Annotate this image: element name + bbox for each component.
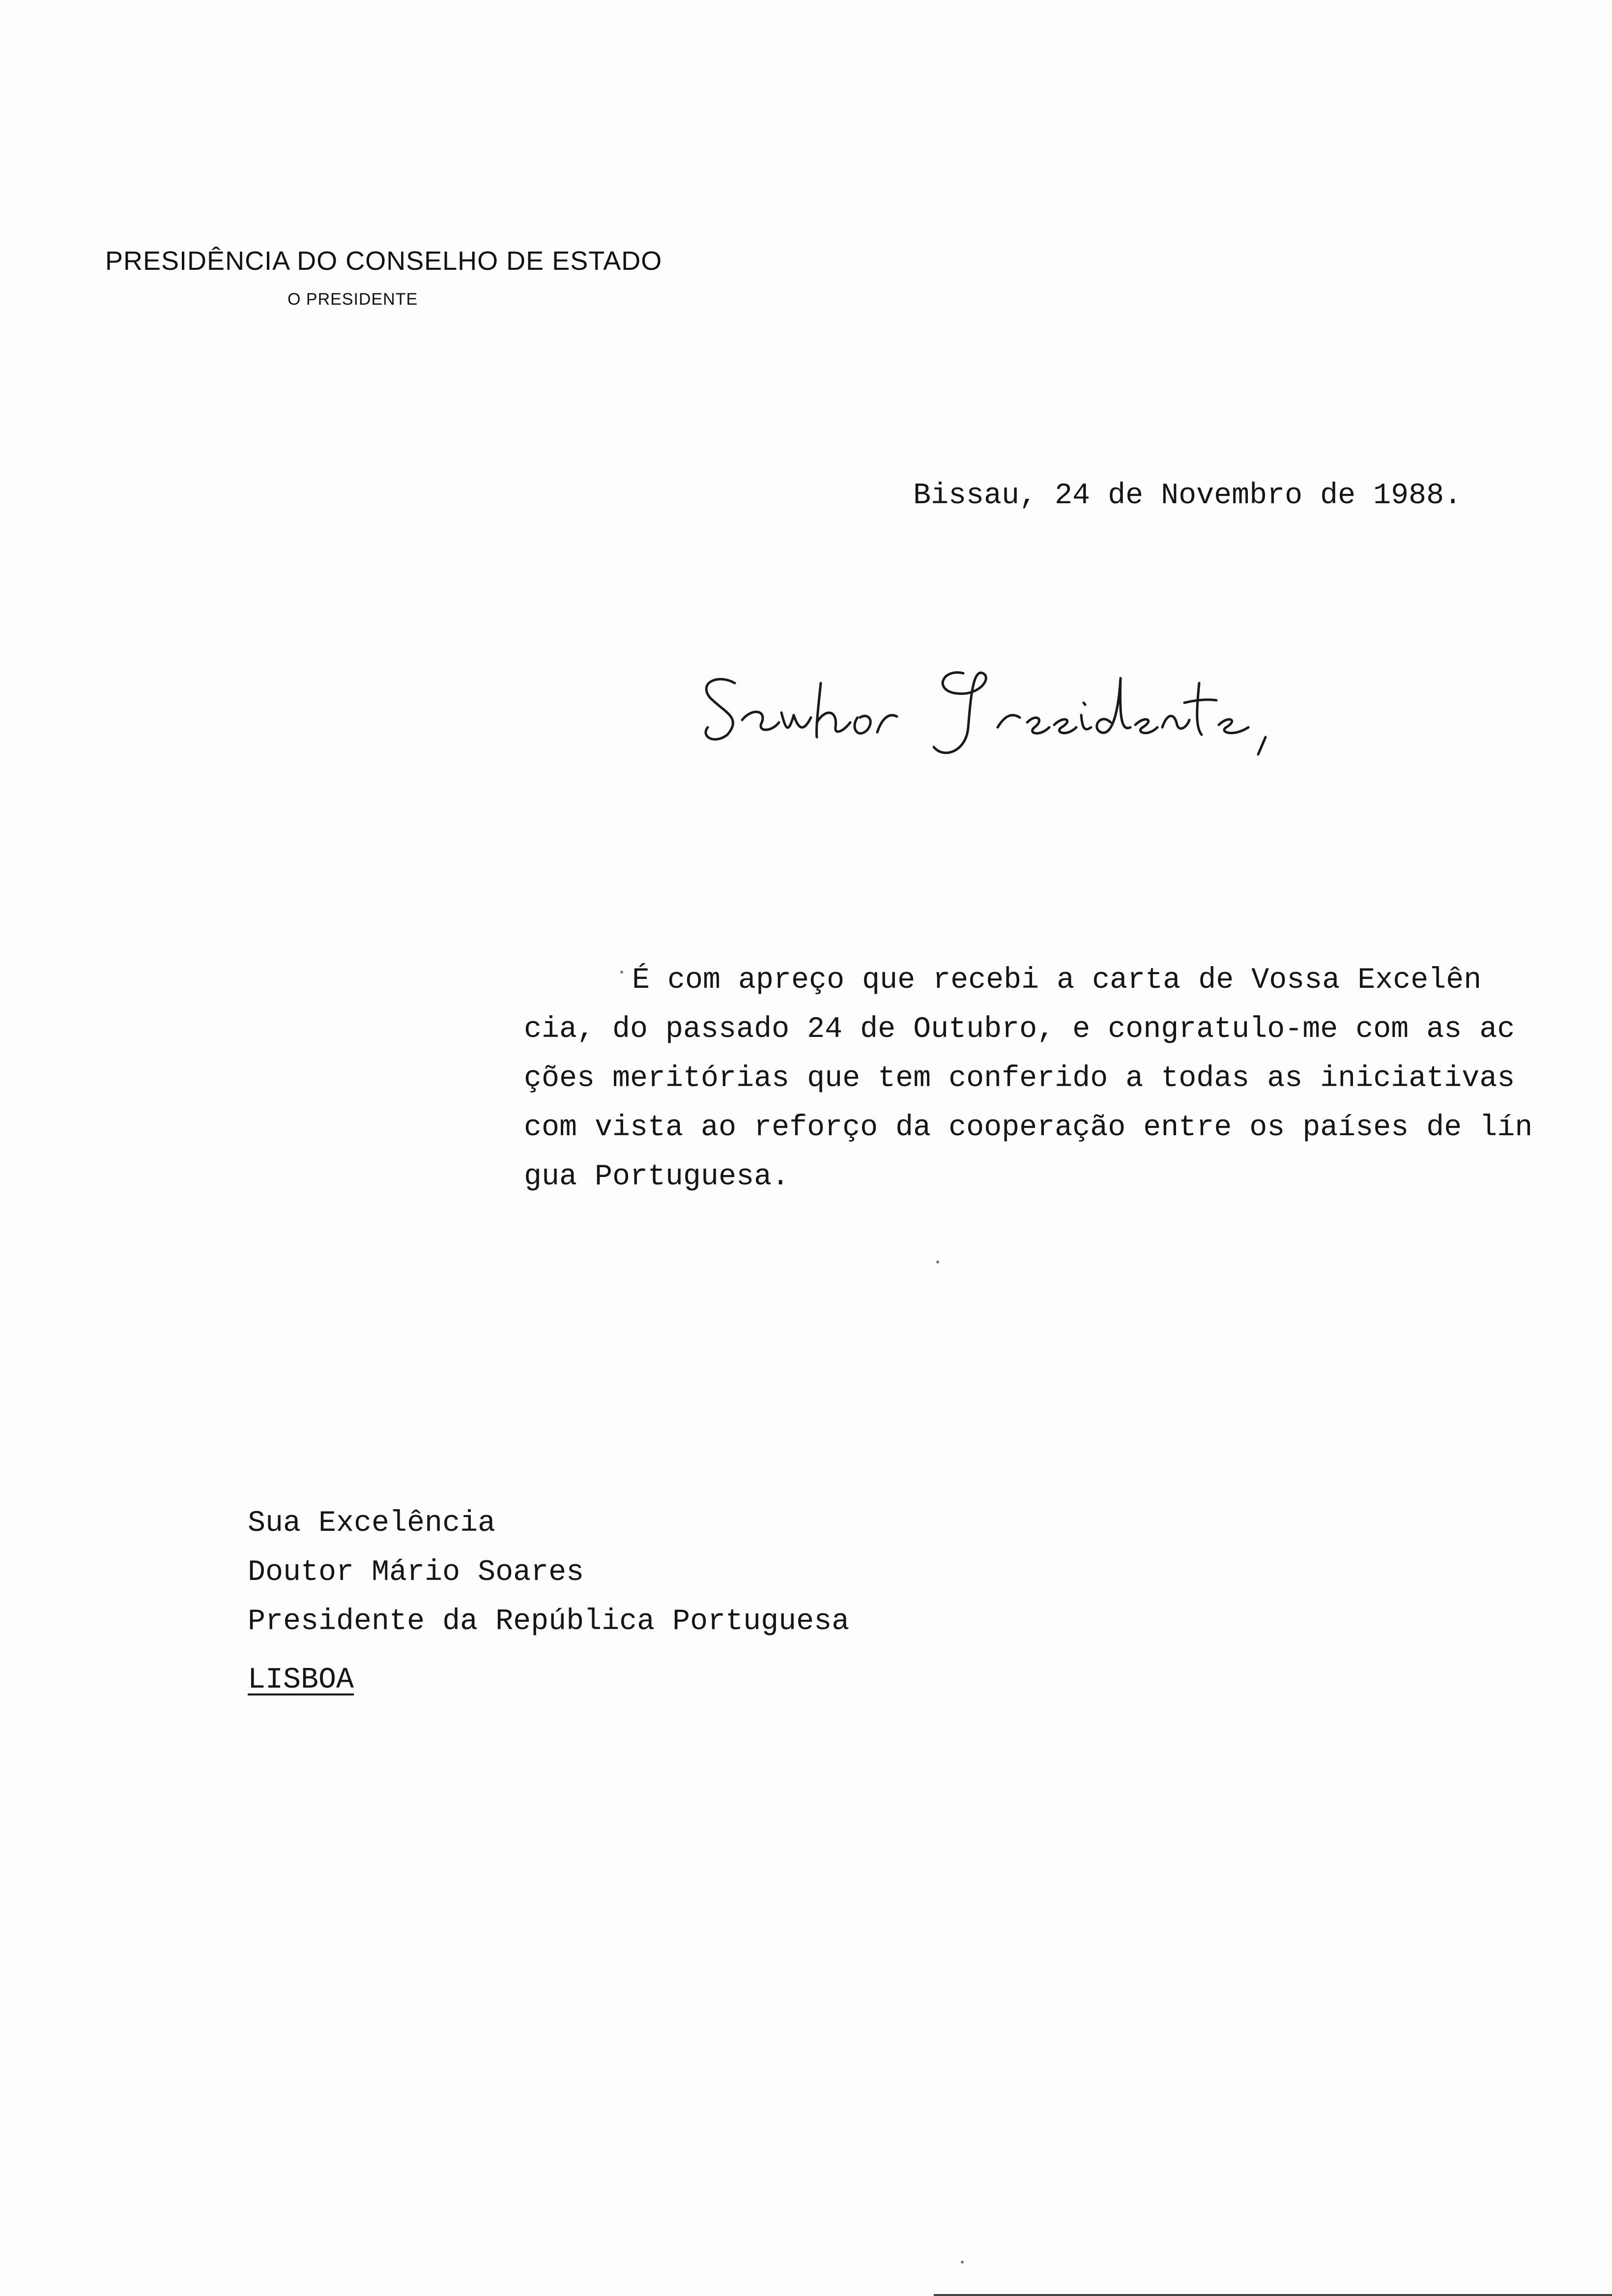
body-line: cia, do passado 24 de Outubro, e congratulo-me com as ac [524, 1013, 1515, 1046]
body-line: ções meritórias que tem conferido a todas as iniciativas [524, 1062, 1515, 1095]
paper-speck [620, 971, 623, 974]
body-line: É com apreço que recebi a carta de Vossa Excelên [632, 964, 1482, 997]
body-line: com vista ao reforço da cooperação entre os países de lín [524, 1111, 1533, 1145]
letterhead-title: PRESIDÊNCIA DO CONSELHO DE ESTADO [105, 246, 662, 276]
letter-body [524, 956, 1533, 1202]
handwritten-salutation [688, 654, 1297, 767]
recipient-city: LISBOA [248, 1664, 354, 1697]
body-line: gua Portuguesa. [524, 1160, 790, 1194]
bottom-edge-rule [934, 2294, 1612, 2296]
address-line: Doutor Mário Soares [248, 1556, 584, 1589]
letterhead-subtitle: O PRESIDENTE [288, 290, 418, 309]
date-line: Bissau, 24 de Novembro de 1988. [913, 479, 1462, 513]
paper-speck [936, 1261, 939, 1263]
paper-speck [961, 2261, 964, 2264]
recipient-address [248, 1499, 849, 1646]
address-line: Sua Excelência [248, 1507, 496, 1540]
address-line: Presidente da República Portuguesa [248, 1605, 850, 1638]
